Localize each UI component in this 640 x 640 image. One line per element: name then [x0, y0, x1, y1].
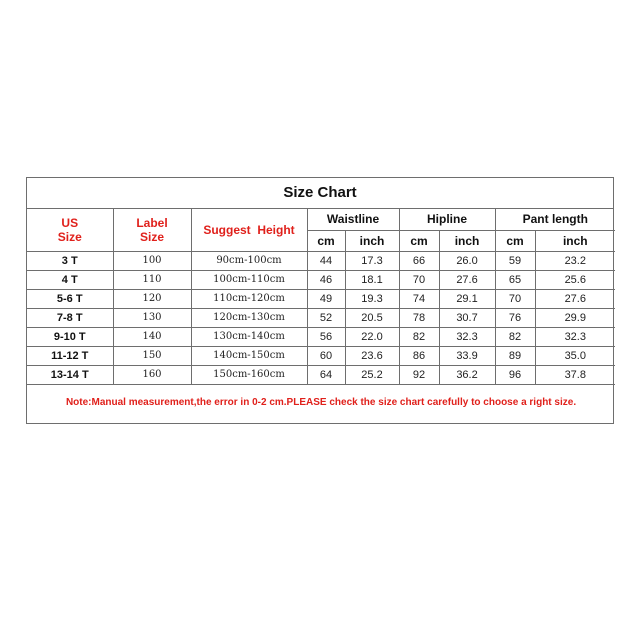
header-waist-inch: inch: [345, 230, 399, 251]
size-chart: [26, 177, 614, 424]
cell-label-size: 140: [113, 327, 191, 346]
cell-hip-inch: 27.6: [439, 270, 495, 289]
header-hip-cm: cm: [399, 230, 439, 251]
header-hip-inch: inch: [439, 230, 495, 251]
cell-hip-cm: 86: [399, 346, 439, 365]
cell-label-size: 100: [113, 251, 191, 270]
cell-us-size: 3 T: [27, 251, 113, 270]
cell-pant-cm: 70: [495, 289, 535, 308]
cell-label-size: 110: [113, 270, 191, 289]
cell-label-size: 150: [113, 346, 191, 365]
cell-pant-cm: 82: [495, 327, 535, 346]
cell-us-size: 9-10 T: [27, 327, 113, 346]
cell-waist-inch: 22.0: [345, 327, 399, 346]
header-us-size-line2: Size: [57, 229, 82, 244]
cell-suggest-height: 150cm-160cm: [191, 365, 307, 384]
cell-hip-inch: 29.1: [439, 289, 495, 308]
cell-waist-inch: 17.3: [345, 251, 399, 270]
cell-waist-inch: 20.5: [345, 308, 399, 327]
cell-hip-cm: 66: [399, 251, 439, 270]
table-row: [27, 251, 615, 270]
cell-waist-cm: 56: [307, 327, 345, 346]
cell-label-size: 120: [113, 289, 191, 308]
header-waist-cm: cm: [307, 230, 345, 251]
size-table: [27, 209, 615, 421]
cell-us-size: 4 T: [27, 270, 113, 289]
cell-pant-cm: 96: [495, 365, 535, 384]
cell-pant-cm: 89: [495, 346, 535, 365]
header-pant-inch: inch: [535, 230, 615, 251]
cell-hip-cm: 74: [399, 289, 439, 308]
cell-hip-cm: 78: [399, 308, 439, 327]
cell-pant-inch: 29.9: [535, 308, 615, 327]
cell-suggest-height: 100cm-110cm: [191, 270, 307, 289]
cell-hip-inch: 30.7: [439, 308, 495, 327]
cell-suggest-height: 130cm-140cm: [191, 327, 307, 346]
measurement-note: Note:Manual measurement,the error in 0-2 cm.PLEASE check the size chart carefully to choose a right size.: [27, 384, 615, 421]
cell-pant-cm: 65: [495, 270, 535, 289]
cell-hip-inch: 33.9: [439, 346, 495, 365]
cell-waist-inch: 18.1: [345, 270, 399, 289]
cell-waist-cm: 60: [307, 346, 345, 365]
cell-hip-inch: 26.0: [439, 251, 495, 270]
header-us-size: [27, 209, 113, 251]
chart-title: Size Chart: [27, 178, 613, 209]
header-hipline: Hipline: [399, 209, 495, 230]
header-label-size-line2: Size: [139, 229, 164, 244]
cell-label-size: 160: [113, 365, 191, 384]
table-row: [27, 270, 615, 289]
table-row: [27, 327, 615, 346]
cell-suggest-height: 110cm-120cm: [191, 289, 307, 308]
cell-us-size: 13-14 T: [27, 365, 113, 384]
header-us-size-line1: US: [61, 215, 79, 230]
cell-hip-cm: 92: [399, 365, 439, 384]
cell-waist-cm: 64: [307, 365, 345, 384]
header-label-size-line1: Label: [136, 215, 168, 230]
header-label-size: [113, 209, 191, 251]
table-row: [27, 289, 615, 308]
cell-waist-cm: 52: [307, 308, 345, 327]
cell-hip-inch: 36.2: [439, 365, 495, 384]
cell-waist-inch: 19.3: [345, 289, 399, 308]
cell-pant-inch: 32.3: [535, 327, 615, 346]
cell-us-size: 11-12 T: [27, 346, 113, 365]
cell-pant-inch: 27.6: [535, 289, 615, 308]
cell-waist-cm: 49: [307, 289, 345, 308]
header-pant-length: Pant length: [495, 209, 615, 230]
cell-suggest-height: 140cm-150cm: [191, 346, 307, 365]
cell-pant-inch: 23.2: [535, 251, 615, 270]
cell-pant-cm: 59: [495, 251, 535, 270]
table-row: [27, 308, 615, 327]
cell-pant-inch: 25.6: [535, 270, 615, 289]
cell-pant-inch: 37.8: [535, 365, 615, 384]
cell-hip-cm: 70: [399, 270, 439, 289]
header-pant-cm: cm: [495, 230, 535, 251]
cell-label-size: 130: [113, 308, 191, 327]
cell-waist-inch: 23.6: [345, 346, 399, 365]
cell-waist-inch: 25.2: [345, 365, 399, 384]
header-waistline: Waistline: [307, 209, 399, 230]
cell-hip-inch: 32.3: [439, 327, 495, 346]
cell-pant-inch: 35.0: [535, 346, 615, 365]
table-row: [27, 346, 615, 365]
cell-pant-cm: 76: [495, 308, 535, 327]
cell-suggest-height: 120cm-130cm: [191, 308, 307, 327]
cell-us-size: 5-6 T: [27, 289, 113, 308]
header-suggest-height: Suggest Height: [191, 209, 307, 251]
cell-us-size: 7-8 T: [27, 308, 113, 327]
cell-suggest-height: 90cm-100cm: [191, 251, 307, 270]
cell-waist-cm: 46: [307, 270, 345, 289]
table-row: [27, 365, 615, 384]
cell-waist-cm: 44: [307, 251, 345, 270]
cell-hip-cm: 82: [399, 327, 439, 346]
